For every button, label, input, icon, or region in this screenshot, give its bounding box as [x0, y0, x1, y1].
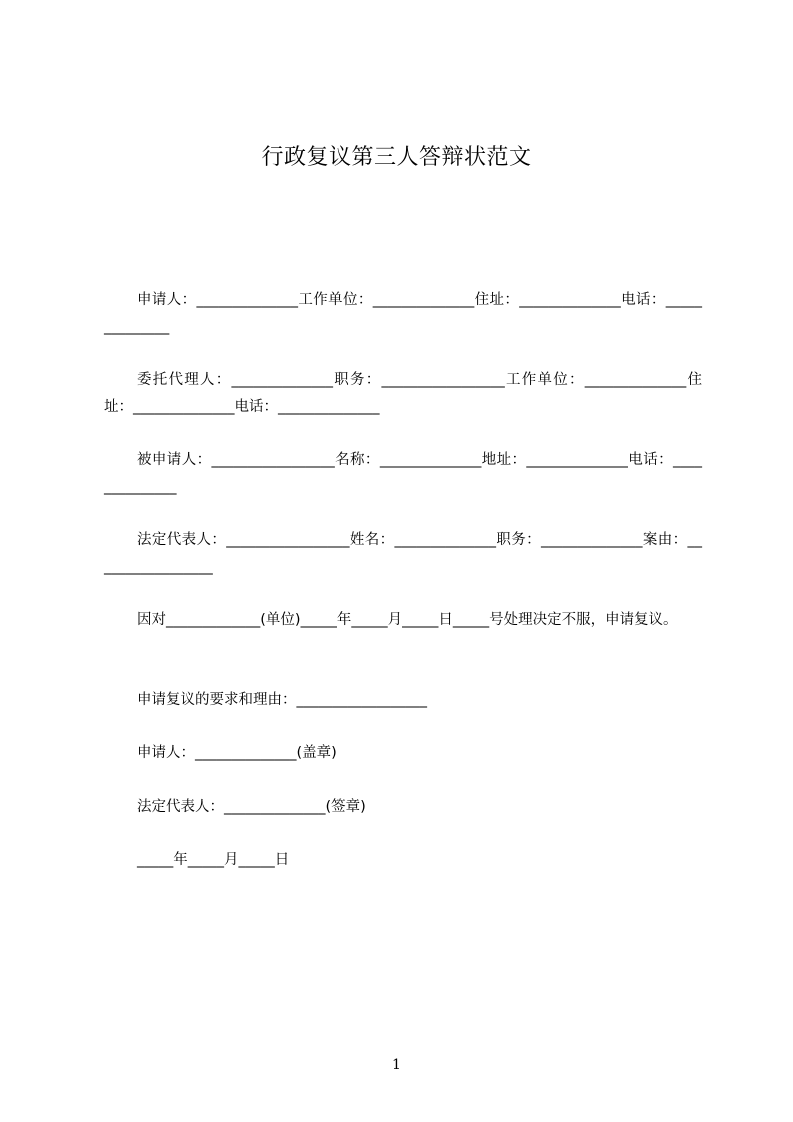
- applicant-info-paragraph: 申请人：______________工作单位：______________住址：______________电话：______________: [104, 292, 702, 335]
- page-number: 1: [392, 1057, 401, 1073]
- request-line: 申请复议的要求和理由：__________________: [137, 692, 427, 708]
- representative-info-paragraph: 法定代表人：_________________姓名：______________职务：______________案由：_________________: [104, 532, 702, 575]
- applicant-seal-line: 申请人：______________(盖章): [137, 745, 337, 761]
- document-title: 行政复议第三人答辩状范文: [261, 145, 532, 170]
- respondent-info-paragraph: 被申请人：_________________名称：______________地址：______________电话：______________: [104, 452, 702, 495]
- date-line: _____年_____月_____日: [137, 852, 290, 868]
- representative-sign-line: 法定代表人：______________(签章): [137, 799, 366, 815]
- agent-info-paragraph: 委托代理人：______________职务：_________________工作单位：______________住址：______________电话：______________: [104, 372, 702, 415]
- cause-paragraph: 因对_____________(单位)_____年_____月_____日_____号处理决定不服，申请复议。: [137, 612, 678, 628]
